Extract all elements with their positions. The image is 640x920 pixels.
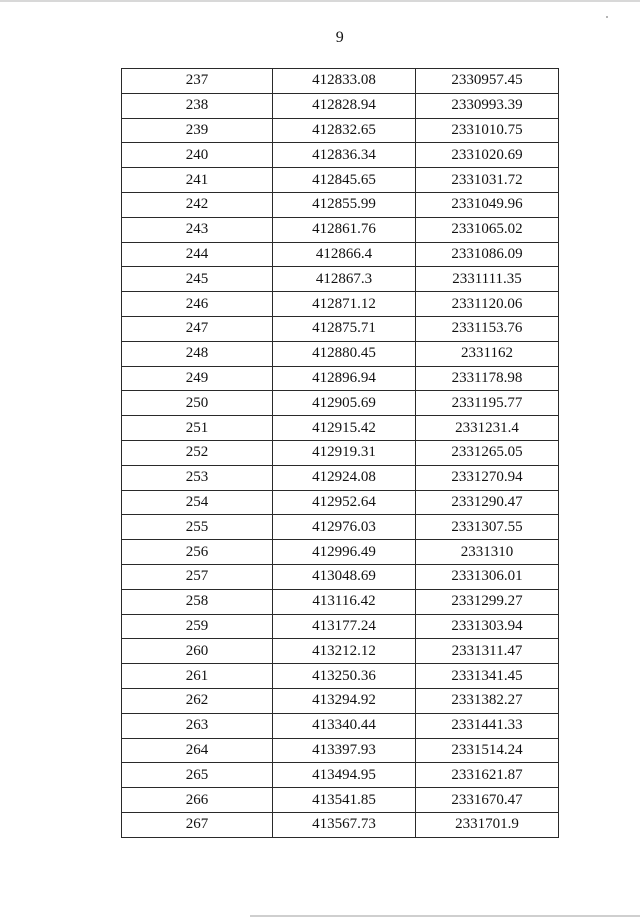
table-row: [122, 540, 559, 565]
table-row: [122, 341, 559, 366]
y-coordinate-cell: 2331178.98: [416, 366, 559, 391]
table-row: [122, 490, 559, 515]
x-coordinate-cell: 413250.36: [273, 664, 416, 689]
table-row: [122, 440, 559, 465]
y-coordinate-cell: 2331162: [416, 341, 559, 366]
y-coordinate-cell: 2331153.76: [416, 316, 559, 341]
point-number-cell: 250: [122, 391, 273, 416]
x-coordinate-cell: 413116.42: [273, 589, 416, 614]
point-number-cell: 266: [122, 788, 273, 813]
y-coordinate-cell: 2330993.39: [416, 93, 559, 118]
x-coordinate-cell: 413340.44: [273, 713, 416, 738]
y-coordinate-cell: 2331290.47: [416, 490, 559, 515]
x-coordinate-cell: 412976.03: [273, 515, 416, 540]
x-coordinate-cell: 413177.24: [273, 614, 416, 639]
x-coordinate-cell: 413494.95: [273, 763, 416, 788]
table-row: [122, 168, 559, 193]
y-coordinate-cell: 2331265.05: [416, 440, 559, 465]
table-row: [122, 664, 559, 689]
table-row: [122, 267, 559, 292]
x-coordinate-cell: 412833.08: [273, 69, 416, 94]
table-row: [122, 217, 559, 242]
y-coordinate-cell: 2331514.24: [416, 738, 559, 763]
y-coordinate-cell: 2331306.01: [416, 564, 559, 589]
y-coordinate-cell: 2330957.45: [416, 69, 559, 94]
x-coordinate-cell: 412905.69: [273, 391, 416, 416]
point-number-cell: 241: [122, 168, 273, 193]
table-row: [122, 738, 559, 763]
point-number-cell: 259: [122, 614, 273, 639]
x-coordinate-cell: 413541.85: [273, 788, 416, 813]
y-coordinate-cell: 2331303.94: [416, 614, 559, 639]
point-number-cell: 265: [122, 763, 273, 788]
point-number-cell: 257: [122, 564, 273, 589]
y-coordinate-cell: 2331299.27: [416, 589, 559, 614]
table-row: [122, 465, 559, 490]
x-coordinate-cell: 412896.94: [273, 366, 416, 391]
table-row: [122, 316, 559, 341]
point-number-cell: 264: [122, 738, 273, 763]
point-number-cell: 238: [122, 93, 273, 118]
point-number-cell: 252: [122, 440, 273, 465]
x-coordinate-cell: 412919.31: [273, 440, 416, 465]
y-coordinate-cell: 2331020.69: [416, 143, 559, 168]
point-number-cell: 239: [122, 118, 273, 143]
y-coordinate-cell: 2331310: [416, 540, 559, 565]
table-row: [122, 639, 559, 664]
x-coordinate-cell: 412836.34: [273, 143, 416, 168]
table-row: [122, 812, 559, 837]
x-coordinate-cell: 412866.4: [273, 242, 416, 267]
y-coordinate-cell: 2331120.06: [416, 292, 559, 317]
point-number-cell: 243: [122, 217, 273, 242]
point-number-cell: 245: [122, 267, 273, 292]
point-number-cell: 251: [122, 416, 273, 441]
y-coordinate-cell: 2331341.45: [416, 664, 559, 689]
y-coordinate-cell: 2331010.75: [416, 118, 559, 143]
y-coordinate-cell: 2331231.4: [416, 416, 559, 441]
point-number-cell: 244: [122, 242, 273, 267]
x-coordinate-cell: 412861.76: [273, 217, 416, 242]
scan-mark: [606, 16, 608, 18]
table-row: [122, 688, 559, 713]
y-coordinate-cell: 2331441.33: [416, 713, 559, 738]
point-number-cell: 267: [122, 812, 273, 837]
table-row: [122, 713, 559, 738]
table-row: [122, 93, 559, 118]
table-row: [122, 192, 559, 217]
table-row: [122, 788, 559, 813]
point-number-cell: 258: [122, 589, 273, 614]
x-coordinate-cell: 412867.3: [273, 267, 416, 292]
page-number: 9: [335, 29, 345, 46]
table-row: [122, 143, 559, 168]
table-row: [122, 589, 559, 614]
x-coordinate-cell: 413567.73: [273, 812, 416, 837]
table-row: [122, 614, 559, 639]
y-coordinate-cell: 2331382.27: [416, 688, 559, 713]
point-number-cell: 255: [122, 515, 273, 540]
y-coordinate-cell: 2331031.72: [416, 168, 559, 193]
point-number-cell: 249: [122, 366, 273, 391]
table-row: [122, 515, 559, 540]
x-coordinate-cell: 412880.45: [273, 341, 416, 366]
y-coordinate-cell: 2331307.55: [416, 515, 559, 540]
point-number-cell: 256: [122, 540, 273, 565]
table-row: [122, 763, 559, 788]
y-coordinate-cell: 2331111.35: [416, 267, 559, 292]
point-number-cell: 248: [122, 341, 273, 366]
x-coordinate-cell: 412996.49: [273, 540, 416, 565]
y-coordinate-cell: 2331065.02: [416, 217, 559, 242]
y-coordinate-cell: 2331670.47: [416, 788, 559, 813]
x-coordinate-cell: 412855.99: [273, 192, 416, 217]
y-coordinate-cell: 2331311.47: [416, 639, 559, 664]
x-coordinate-cell: 413212.12: [273, 639, 416, 664]
page-edge-top: [0, 0, 640, 2]
table-row: [122, 118, 559, 143]
table-row: [122, 416, 559, 441]
point-number-cell: 237: [122, 69, 273, 94]
point-number-cell: 254: [122, 490, 273, 515]
page-edge-bottom: [250, 915, 640, 917]
point-number-cell: 240: [122, 143, 273, 168]
table-row: [122, 391, 559, 416]
point-number-cell: 261: [122, 664, 273, 689]
point-number-cell: 262: [122, 688, 273, 713]
table-row: [122, 292, 559, 317]
x-coordinate-cell: 412875.71: [273, 316, 416, 341]
table-row: [122, 242, 559, 267]
x-coordinate-cell: 412828.94: [273, 93, 416, 118]
x-coordinate-cell: 412924.08: [273, 465, 416, 490]
point-number-cell: 260: [122, 639, 273, 664]
point-number-cell: 246: [122, 292, 273, 317]
table-row: [122, 69, 559, 94]
point-number-cell: 242: [122, 192, 273, 217]
y-coordinate-cell: 2331270.94: [416, 465, 559, 490]
x-coordinate-cell: 412952.64: [273, 490, 416, 515]
coordinate-table-body: [122, 69, 559, 838]
x-coordinate-cell: 412915.42: [273, 416, 416, 441]
table-row: [122, 366, 559, 391]
x-coordinate-cell: 413397.93: [273, 738, 416, 763]
x-coordinate-cell: 413048.69: [273, 564, 416, 589]
point-number-cell: 253: [122, 465, 273, 490]
y-coordinate-cell: 2331049.96: [416, 192, 559, 217]
x-coordinate-cell: 412832.65: [273, 118, 416, 143]
y-coordinate-cell: 2331701.9: [416, 812, 559, 837]
coordinate-table: [121, 68, 559, 838]
y-coordinate-cell: 2331621.87: [416, 763, 559, 788]
x-coordinate-cell: 412845.65: [273, 168, 416, 193]
table-row: [122, 564, 559, 589]
x-coordinate-cell: 412871.12: [273, 292, 416, 317]
point-number-cell: 263: [122, 713, 273, 738]
point-number-cell: 247: [122, 316, 273, 341]
y-coordinate-cell: 2331195.77: [416, 391, 559, 416]
y-coordinate-cell: 2331086.09: [416, 242, 559, 267]
x-coordinate-cell: 413294.92: [273, 688, 416, 713]
